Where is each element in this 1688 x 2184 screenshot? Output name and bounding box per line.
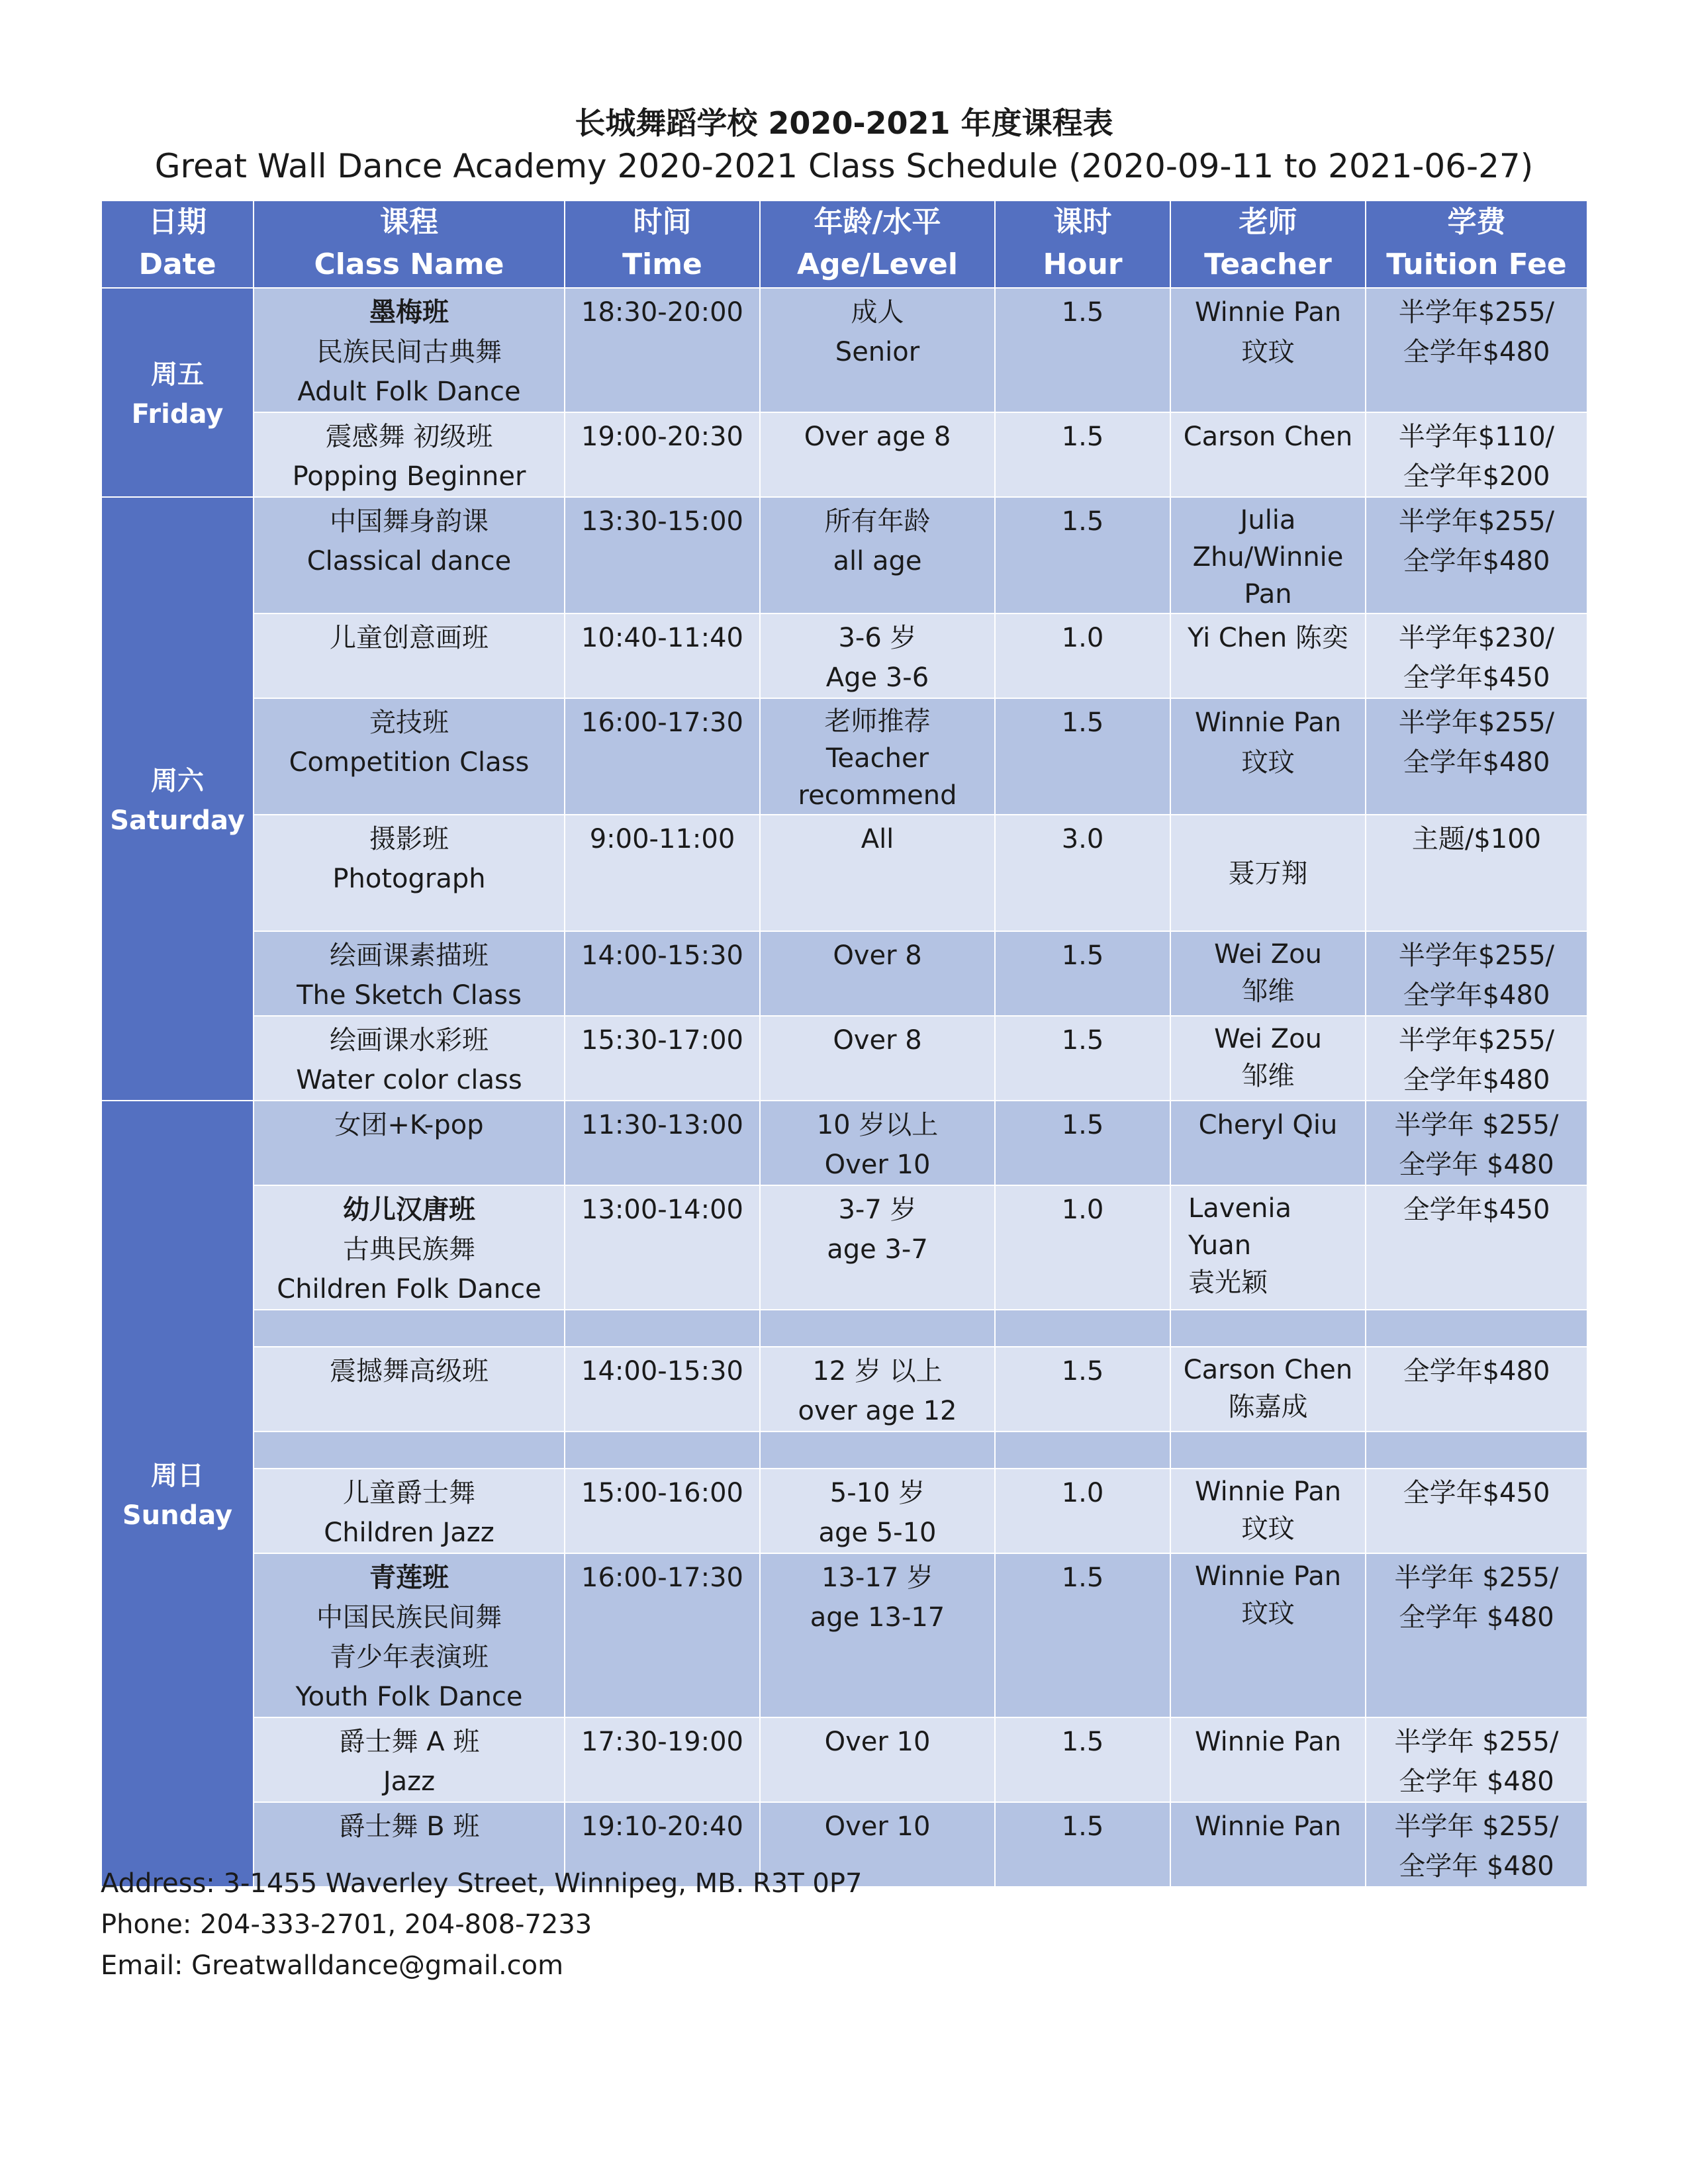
table-row bbox=[101, 1717, 1587, 1802]
hour-cell: 1.5 bbox=[995, 1347, 1170, 1432]
hour-cell: 1.5 bbox=[995, 1553, 1170, 1717]
table-row bbox=[101, 698, 1587, 815]
class-name-cell: 儿童爵士舞 Children Jazz bbox=[254, 1469, 565, 1553]
header-class-name: 课程 Class Name bbox=[254, 201, 565, 288]
time-cell: 19:00-20:30 bbox=[565, 412, 760, 497]
age-cell: Over 10 bbox=[760, 1802, 995, 1887]
header-teacher: 老师 Teacher bbox=[1170, 201, 1366, 288]
empty-cell bbox=[1366, 1432, 1587, 1469]
class-name-cell: 爵士舞 A 班 Jazz bbox=[254, 1717, 565, 1802]
spacer-row bbox=[101, 1432, 1587, 1469]
age-cell: All bbox=[760, 815, 995, 931]
empty-cell bbox=[254, 1432, 565, 1469]
table-row bbox=[101, 815, 1587, 931]
header-row bbox=[101, 201, 1587, 288]
class-name-cell: 墨梅班 民族民间古典舞 Adult Folk Dance bbox=[254, 288, 565, 412]
empty-cell bbox=[254, 1310, 565, 1347]
fee-cell: 全学年$450 bbox=[1366, 1185, 1587, 1310]
teacher-cell: Wei Zou 邹维 bbox=[1170, 1016, 1366, 1101]
hour-cell: 1.5 bbox=[995, 497, 1170, 614]
empty-cell bbox=[760, 1310, 995, 1347]
teacher-cell: Winnie Pan 玟玟 bbox=[1170, 288, 1366, 412]
class-name-cell: 青莲班 中国民族民间舞 青少年表演班 Youth Folk Dance bbox=[254, 1553, 565, 1717]
teacher-cell: Winnie Pan 玟玟 bbox=[1170, 698, 1366, 815]
fee-cell: 全学年$450 bbox=[1366, 1469, 1587, 1553]
empty-cell bbox=[760, 1432, 995, 1469]
header-hour: 课时 Hour bbox=[995, 201, 1170, 288]
fee-cell: 半学年 $255/ 全学年 $480 bbox=[1366, 1553, 1587, 1717]
table-row bbox=[101, 1469, 1587, 1553]
age-cell: Over 8 bbox=[760, 1016, 995, 1101]
hour-cell: 1.5 bbox=[995, 698, 1170, 815]
fee-cell: 全学年$480 bbox=[1366, 1347, 1587, 1432]
header-time: 时间 Time bbox=[565, 201, 760, 288]
day-friday: 周五 Friday bbox=[101, 288, 254, 497]
table-row bbox=[101, 931, 1587, 1016]
class-name-cell: 中国舞身韵课 Classical dance bbox=[254, 497, 565, 614]
spacer-row bbox=[101, 1310, 1587, 1347]
time-cell: 16:00-17:30 bbox=[565, 1553, 760, 1717]
fee-cell: 半学年$255/ 全学年$480 bbox=[1366, 698, 1587, 815]
age-cell: 所有年龄 all age bbox=[760, 497, 995, 614]
class-name-cell: 震感舞 初级班 Popping Beginner bbox=[254, 412, 565, 497]
empty-cell bbox=[565, 1432, 760, 1469]
table-row bbox=[101, 1553, 1587, 1717]
time-cell: 15:30-17:00 bbox=[565, 1016, 760, 1101]
teacher-cell: Winnie Pan bbox=[1170, 1717, 1366, 1802]
age-cell: 12 岁 以上 over age 12 bbox=[760, 1347, 995, 1432]
time-cell: 18:30-20:00 bbox=[565, 288, 760, 412]
hour-cell: 1.0 bbox=[995, 1469, 1170, 1553]
header-age-level: 年龄/水平 Age/Level bbox=[760, 201, 995, 288]
hour-cell: 1.5 bbox=[995, 288, 1170, 412]
hour-cell: 1.0 bbox=[995, 1185, 1170, 1310]
time-cell: 15:00-16:00 bbox=[565, 1469, 760, 1553]
hour-cell: 1.0 bbox=[995, 614, 1170, 698]
time-cell: 9:00-11:00 bbox=[565, 815, 760, 931]
fee-cell: 半学年$255/ 全学年$480 bbox=[1366, 931, 1587, 1016]
phone-text: Phone: 204-333-2701, 204-808-7233 bbox=[101, 1909, 592, 1940]
hour-cell: 1.5 bbox=[995, 1717, 1170, 1802]
hour-cell: 1.5 bbox=[995, 412, 1170, 497]
class-name-cell: 绘画课素描班 The Sketch Class bbox=[254, 931, 565, 1016]
table-row bbox=[101, 1101, 1587, 1185]
fee-cell: 半学年$255/ 全学年$480 bbox=[1366, 1016, 1587, 1101]
hour-cell: 1.5 bbox=[995, 1802, 1170, 1887]
teacher-cell: Winnie Pan bbox=[1170, 1802, 1366, 1887]
day-saturday: 周六 Saturday bbox=[101, 497, 254, 1101]
table-row bbox=[101, 1347, 1587, 1432]
time-cell: 17:30-19:00 bbox=[565, 1717, 760, 1802]
empty-cell bbox=[565, 1310, 760, 1347]
time-cell: 13:00-14:00 bbox=[565, 1185, 760, 1310]
hour-cell: 1.5 bbox=[995, 931, 1170, 1016]
teacher-cell: Yi Chen 陈奕 bbox=[1170, 614, 1366, 698]
fee-cell: 半学年$255/ 全学年$480 bbox=[1366, 497, 1587, 614]
age-cell: 13-17 岁 age 13-17 bbox=[760, 1553, 995, 1717]
header-tuition-fee: 学费 Tuition Fee bbox=[1366, 201, 1587, 288]
time-cell: 10:40-11:40 bbox=[565, 614, 760, 698]
hour-cell: 3.0 bbox=[995, 815, 1170, 931]
table-row bbox=[101, 288, 1587, 412]
table-row bbox=[101, 614, 1587, 698]
time-cell: 19:10-20:40 bbox=[565, 1802, 760, 1887]
class-name-cell: 震撼舞高级班 bbox=[254, 1347, 565, 1432]
day-sunday: 周日 Sunday bbox=[101, 1101, 254, 1887]
age-cell: 3-6 岁 Age 3-6 bbox=[760, 614, 995, 698]
fee-cell: 半学年 $255/ 全学年 $480 bbox=[1366, 1717, 1587, 1802]
empty-cell bbox=[1170, 1310, 1366, 1347]
age-cell: 3-7 岁 age 3-7 bbox=[760, 1185, 995, 1310]
time-cell: 13:30-15:00 bbox=[565, 497, 760, 614]
fee-cell: 主题/$100 bbox=[1366, 815, 1587, 931]
fee-cell: 半学年 $255/ 全学年 $480 bbox=[1366, 1101, 1587, 1185]
class-name-cell: 女团+K-pop bbox=[254, 1101, 565, 1185]
empty-cell bbox=[995, 1432, 1170, 1469]
fee-cell: 半学年$255/ 全学年$480 bbox=[1366, 288, 1587, 412]
header-date: 日期 Date bbox=[101, 201, 254, 288]
fee-cell: 半学年$230/ 全学年$450 bbox=[1366, 614, 1587, 698]
table-row bbox=[101, 1185, 1587, 1310]
table-row bbox=[101, 497, 1587, 614]
age-cell: 5-10 岁 age 5-10 bbox=[760, 1469, 995, 1553]
fee-cell: 半学年 $255/ 全学年 $480 bbox=[1366, 1802, 1587, 1887]
title-english: Great Wall Dance Academy 2020-2021 Class Schedule (2020-09-11 to 2021-06-27) bbox=[154, 147, 1534, 185]
teacher-cell: Winnie Pan 玟玟 bbox=[1170, 1553, 1366, 1717]
table-row bbox=[101, 412, 1587, 497]
contact-info bbox=[101, 1863, 862, 1986]
class-name-cell: 摄影班 Photograph bbox=[254, 815, 565, 931]
class-name-cell: 幼儿汉唐班 古典民族舞 Children Folk Dance bbox=[254, 1185, 565, 1310]
time-cell: 14:00-15:30 bbox=[565, 931, 760, 1016]
teacher-cell: Wei Zou 邹维 bbox=[1170, 931, 1366, 1016]
class-name-cell: 绘画课水彩班 Water color class bbox=[254, 1016, 565, 1101]
class-schedule-table bbox=[101, 200, 1588, 1888]
empty-cell bbox=[1366, 1310, 1587, 1347]
age-cell: Over age 8 bbox=[760, 412, 995, 497]
time-cell: 16:00-17:30 bbox=[565, 698, 760, 815]
class-name-cell: 竞技班 Competition Class bbox=[254, 698, 565, 815]
teacher-cell: Lavenia Yuan 袁光颖 bbox=[1170, 1185, 1366, 1310]
empty-cell bbox=[995, 1310, 1170, 1347]
title-chinese: 长城舞蹈学校 2020-2021 年度课程表 bbox=[575, 105, 1113, 141]
age-cell: Over 10 bbox=[760, 1717, 995, 1802]
fee-cell: 半学年$110/ 全学年$200 bbox=[1366, 412, 1587, 497]
class-name-cell: 爵士舞 B 班 bbox=[254, 1802, 565, 1887]
teacher-cell: Julia Zhu/Winnie Pan bbox=[1170, 497, 1366, 614]
empty-cell bbox=[1170, 1432, 1366, 1469]
teacher-cell: 聂万翔 bbox=[1170, 815, 1366, 931]
teacher-cell: Carson Chen 陈嘉成 bbox=[1170, 1347, 1366, 1432]
class-name-cell: 儿童创意画班 bbox=[254, 614, 565, 698]
teacher-cell: Winnie Pan 玟玟 bbox=[1170, 1469, 1366, 1553]
age-cell: Over 8 bbox=[760, 931, 995, 1016]
hour-cell: 1.5 bbox=[995, 1101, 1170, 1185]
age-cell: 10 岁以上 Over 10 bbox=[760, 1101, 995, 1185]
email-text[interactable]: Email: Greatwalldance@gmail.com bbox=[101, 1950, 564, 1981]
teacher-cell: Cheryl Qiu bbox=[1170, 1101, 1366, 1185]
age-cell: 成人 Senior bbox=[760, 288, 995, 412]
time-cell: 14:00-15:30 bbox=[565, 1347, 760, 1432]
time-cell: 11:30-13:00 bbox=[565, 1101, 760, 1185]
table-row bbox=[101, 1016, 1587, 1101]
teacher-cell: Carson Chen bbox=[1170, 412, 1366, 497]
hour-cell: 1.5 bbox=[995, 1016, 1170, 1101]
address-text: Address: 3-1455 Waverley Street, Winnipeg, MB. R3T 0P7 bbox=[101, 1868, 863, 1899]
age-cell: 老师推荐 Teacher recommend bbox=[760, 698, 995, 815]
